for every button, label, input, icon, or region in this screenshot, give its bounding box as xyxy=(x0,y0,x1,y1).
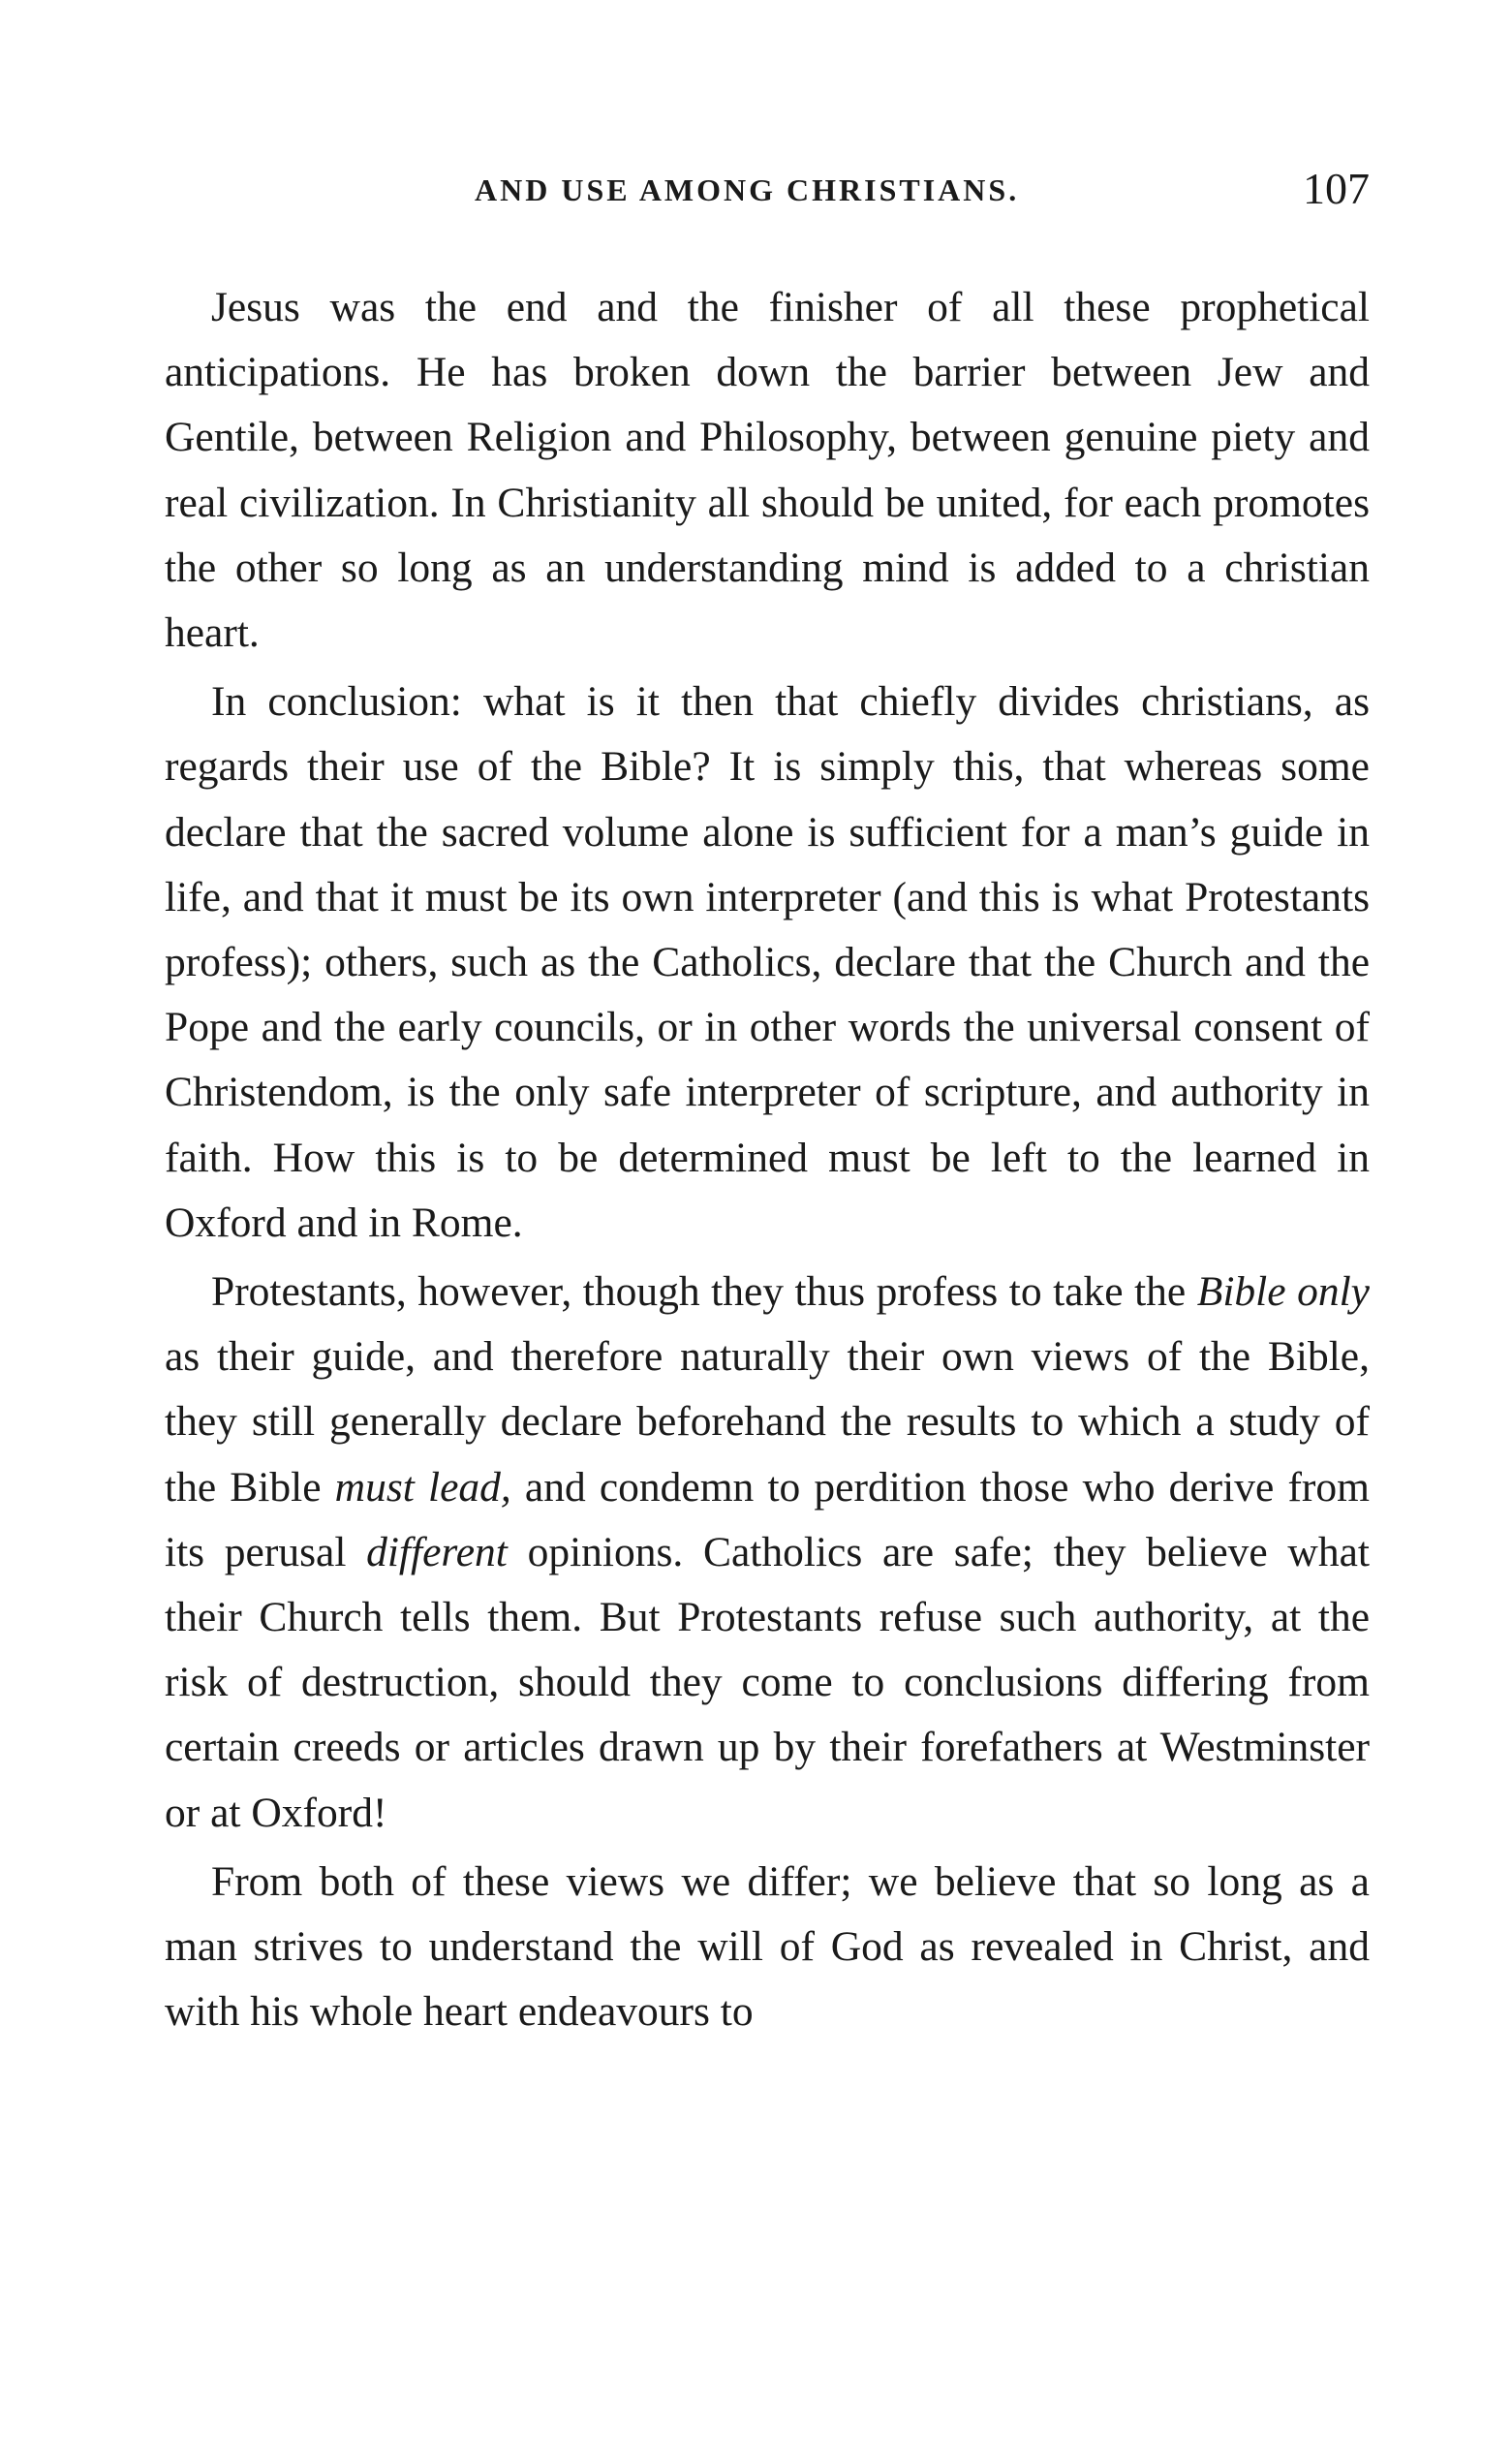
paragraph-3-text: and condemn to perdition those who derive from its perusal xyxy=(165,1463,1371,1575)
italic-must-lead: must lead, xyxy=(334,1463,511,1511)
paragraph-3-text: opinions. Catholics are safe; they believe what their Church tells them. But Protestants refuse such authority, at the risk of destruction, should they come to conclusions differing from certain creeds or articles drawn up by their forefathers at Westminster or at Oxford! xyxy=(165,1528,1370,1836)
page-number: 107 xyxy=(1303,164,1370,213)
paragraph-4: From both of these views we differ; we believe that so long as a man strives to understand the will of God as revealed in Christ, and with his whole heart endeavours to xyxy=(165,1857,1370,2036)
paragraph-3 xyxy=(165,1260,1370,1846)
running-title: AND USE AMONG CHRISTIANS. xyxy=(475,172,1020,207)
paragraph-2: In conclusion: what is it then that chiefly divides christians, as regards their use of the Bible? It is simply this, that whereas some declare that the sacred volume alone is sufficient for a man’s guide in life, and that it must be its own interpreter (and this is what Protestants profess); others, such as the Catholics, declare that the Church and the Pope and the early councils, or in other words the universal consent of Christendom, is the only safe interpreter of scripture, and authority in faith. How this is to be determined must be left to the learned in Oxford and in Rome. xyxy=(165,678,1370,1246)
running-head xyxy=(165,155,1370,233)
book-page xyxy=(165,155,1370,2044)
paragraph-3-text: Protestants, however, though they thus profess to take the xyxy=(211,1268,1197,1316)
italic-different: different xyxy=(366,1528,508,1575)
paragraph-1: Jesus was the end and the finisher of all these prophetical anticipations. He has broken down the barrier between Jew and Gentile, between Religion and Philosophy, between genuine piety and real civilization. In Christianity all should be united, for each promotes the other so long as an understanding mind is added to a christian heart. xyxy=(165,284,1370,657)
body-text xyxy=(165,275,1370,2044)
italic-bible-only: Bible only xyxy=(1196,1268,1370,1316)
paragraph-3-text: as their guide, and therefore naturally their own views of the Bible, they still generally declare beforehand the results to which a study of the Bible xyxy=(165,1333,1370,1511)
